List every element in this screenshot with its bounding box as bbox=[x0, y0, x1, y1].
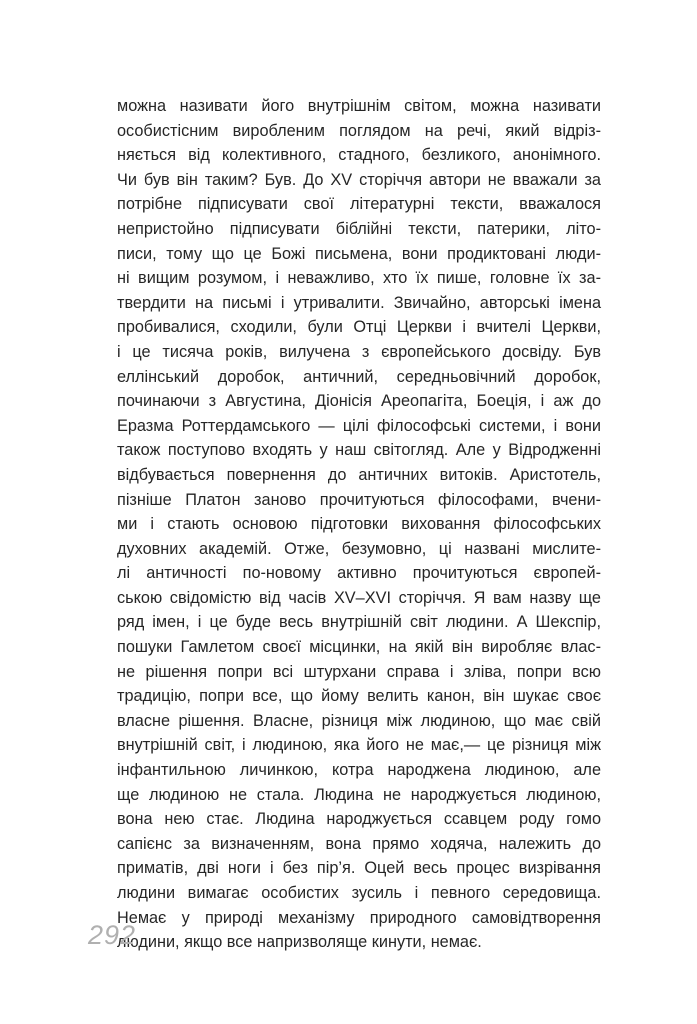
text-line: пізніше Платон заново прочитуються філософами, вчени- bbox=[117, 490, 601, 509]
text-line: можна називати його внутрішнім світом, можна називати bbox=[117, 97, 601, 115]
text-line: ською свідомістю від часів XV–XVI сторіччя. Я вам назву ще bbox=[117, 588, 601, 607]
text-line: власне рішення. Власне, різниця між людиною, що має свій bbox=[117, 711, 601, 730]
text-line: пробивалися, сходили, були Отці Церкви і вчителі Церкви, bbox=[117, 318, 601, 337]
text-line: внутрішній світ, і людиною, яка його не має,— це різниця між bbox=[117, 736, 601, 755]
page-number: 292 bbox=[88, 920, 137, 950]
body-text bbox=[117, 94, 601, 955]
text-line: традицію, попри все, що йому велить канон, він шукає своє bbox=[117, 687, 601, 706]
text-line: людини вимагає особистих зусиль і певного середовища. bbox=[117, 884, 601, 902]
text-line: потрібне підписувати свої літературні тексти, вважалося bbox=[117, 195, 601, 214]
text-line: непристойно підписувати біблійні тексти, патерики, літо- bbox=[117, 219, 601, 238]
text-line: сапієнс за визначенням, вона прямо ходяча, належить до bbox=[117, 834, 601, 853]
text-line: ще людиною не стала. Людина не народжується людиною, bbox=[117, 785, 601, 804]
text-line: писи, тому що це Божі письмена, вони продиктовані люди- bbox=[117, 244, 601, 263]
text-line: ні вищим розумом, і неважливо, хто їх пише, головне їх за- bbox=[117, 269, 601, 288]
text-line: еллінський доробок, античний, середньовічний доробок, bbox=[117, 367, 601, 386]
text-line: не рішення попри всі штурхани справа і зліва, попри всю bbox=[117, 662, 601, 681]
text-line: пошуки Гамлетом своєї місцинки, на якій він виробляє влас- bbox=[117, 638, 601, 657]
text-line: відбувається повернення до античних витоків. Аристотель, bbox=[117, 465, 601, 484]
text-line: інфантильною личинкою, котра народжена людиною, але bbox=[117, 761, 601, 780]
text-line: духовних академій. Отже, безумовно, ці названі мислите- bbox=[117, 539, 601, 558]
text-line: Немає у природі механізму природного самовідтворення bbox=[117, 908, 601, 927]
text-line: твердити на письмі і утривалити. Звичайно, авторські імена bbox=[117, 293, 601, 312]
text-line: няється від колективного, стадного, безликого, анонімного. bbox=[117, 146, 601, 165]
text-line: також поступово входять у наш світогляд. Але у Відродженні bbox=[117, 441, 601, 460]
text-line: і це тисяча років, вилучена з європейського досвіду. Був bbox=[117, 342, 601, 361]
text-line: особистісним виробленим поглядом на речі, який відріз- bbox=[117, 121, 601, 140]
text-line: людини, якщо все напризволяще кинути, немає. bbox=[117, 933, 482, 952]
text-line: ми і стають основою підготовки виховання філософських bbox=[117, 515, 601, 534]
text-line: лі античності по-новому активно прочитуються європей- bbox=[117, 564, 601, 583]
text-line: Чи був він таким? Був. До XV сторіччя автори не вважали за bbox=[117, 170, 601, 189]
text-line: вона нею стає. Людина народжується ссавцем роду гомо bbox=[117, 810, 601, 829]
text-line: починаючи з Августина, Діонісія Ареопагіта, Боеція, і аж до bbox=[117, 392, 601, 411]
text-line: Еразма Роттердамського — цілі філософські системи, і вони bbox=[117, 416, 601, 435]
text-line: приматів, дві ноги і без пір’я. Оцей весь процес визрівання bbox=[117, 859, 601, 878]
text-line: ряд імен, і це буде весь внутрішній світ людини. А Шекспір, bbox=[117, 613, 601, 632]
